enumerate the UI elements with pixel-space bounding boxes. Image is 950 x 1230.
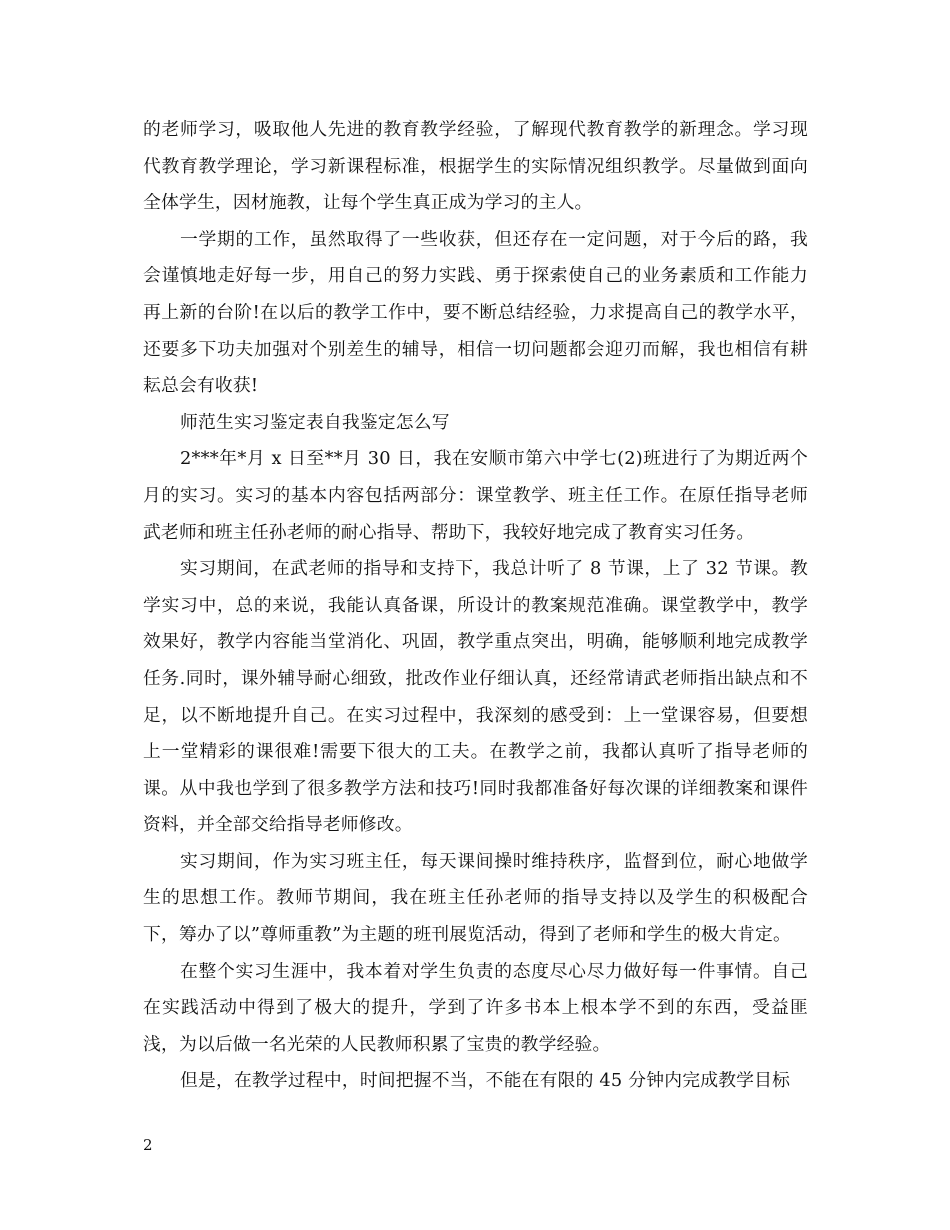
section-heading: 师范生实习鉴定表自我鉴定怎么写 <box>180 411 450 433</box>
document-body <box>143 112 808 1100</box>
paragraph-4: 实习期间，在武老师的指导和支持下，我总计听了 8 节课，上了 32 节课。教学实习中，总的来说，我能认真备课，所设计的教案规范准确。课堂教学中，教学效果好，教学内容能当堂消化、巩固，教学重点突出，明确，能够顺利地完成教学任务.同时，课外辅导耐心细致，批改作业仔细认真，还经常请武老师指出缺点和不足，以不断地提升自己。在实习过程中，我深刻的感受到：上一堂课容易，但要想上一堂精彩的课很难!需要下很大的工夫。在教学之前，我都认真听了指导老师的课。从中我也学到了很多教学方法和技巧!同时我都准备好每次课的详细教案和课件资料，并全部交给指导老师修改。 <box>143 558 808 836</box>
paragraph-3: 2***年*月 x 日至**月 30 日，我在安顺市第六中学七(2)班进行了为期近两个月的实习。实习的基本内容包括两部分：课堂教学、班主任工作。在原任指导老师武老师和班主任孙老师的耐心指导、帮助下，我较好地完成了教育实习任务。 <box>143 448 808 543</box>
page-number: 2 <box>143 1136 153 1154</box>
paragraph-2: 一学期的工作，虽然取得了一些收获，但还存在一定问题，对于今后的路，我会谨慎地走好每一步，用自己的努力实践、勇于探索使自己的业务素质和工作能力再上新的台阶!在以后的教学工作中，要不断总结经验，力求提高自己的教学水平，还要多下功夫加强对个别差生的辅导，相信一切问题都会迎刃而解，我也相信有耕耘总会有收获! <box>143 228 808 397</box>
paragraph-6: 在整个实习生涯中，我本着对学生负责的态度尽心尽力做好每一件事情。自己在实践活动中得到了极大的提升，学到了许多书本上根本学不到的东西，受益匪浅，为以后做一名光荣的人民教师积累了宝贵的教学经验。 <box>143 960 808 1055</box>
paragraph-1: 的老师学习，吸取他人先进的教育教学经验，了解现代教育教学的新理念。学习现代教育教学理论，学习新课程标准，根据学生的实际情况组织教学。尽量做到面向全体学生，因材施教，让每个学生真正成为学习的主人。 <box>143 119 808 214</box>
paragraph-7: 但是，在教学过程中，时间把握不当，不能在有限的 45 分钟内完成教学目标 <box>180 1070 791 1092</box>
paragraph-5: 实习期间，作为实习班主任，每天课间操时维持秩序，监督到位，耐心地做学生的思想工作。教师节期间，我在班主任孙老师的指导支持以及学生的积极配合下，筹办了以”尊师重教”为主题的班刊展览活动，得到了老师和学生的极大肯定。 <box>143 850 808 946</box>
